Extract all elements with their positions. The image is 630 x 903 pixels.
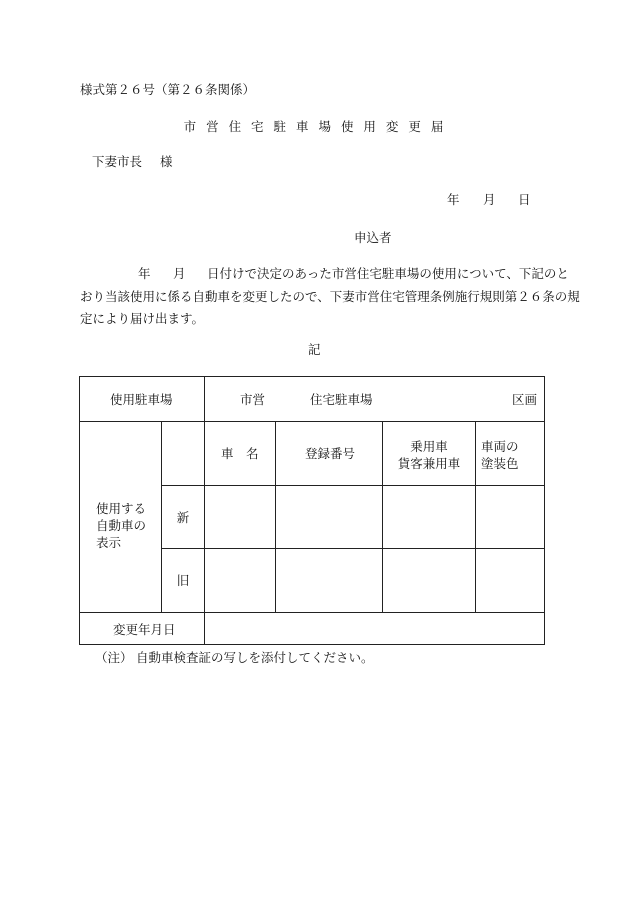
vehicle-label: 使用する 自動車の 表示	[96, 501, 147, 550]
parking-label: 使用駐車場	[110, 392, 173, 407]
body-line-3: 定により届け出ます。	[80, 311, 205, 326]
col-registration: 登録番号	[305, 446, 356, 461]
body-month: 月	[173, 266, 186, 281]
row-old-label: 旧	[176, 573, 190, 588]
change-date-label: 変更年月日	[113, 622, 176, 637]
body-text-1: 日付けで決定のあった市営住宅駐車場の使用について、下記のと	[207, 266, 569, 281]
municipal-label: 市営	[240, 392, 266, 407]
date-day: 日	[518, 192, 531, 207]
page-title: 市 営 住 宅 駐 車 場 使 用 変 更 届	[183, 119, 447, 134]
row-new-label: 新	[176, 510, 190, 525]
table-border	[80, 377, 545, 645]
body-year: 年	[138, 266, 151, 281]
applicant-label: 申込者	[354, 230, 392, 245]
date-month: 月	[483, 192, 496, 207]
note-label: （注）	[95, 650, 133, 665]
col-vehicle-type: 乗用車 貨客兼用車	[397, 439, 461, 471]
addressee: 下妻市長	[92, 154, 143, 169]
body-line-2: おり当該使用に係る自動車を変更したので、下妻市営住宅管理条例施行規則第２６条の規	[80, 289, 580, 304]
record-mark: 記	[308, 342, 321, 357]
addressee-honorific: 様	[160, 154, 173, 169]
date-year: 年	[447, 192, 460, 207]
housing-parking-label: 住宅駐車場	[310, 392, 373, 407]
form-number: 様式第２６号（第２６条関係）	[80, 82, 256, 97]
note-text: 自動車検査証の写しを添付してください。	[136, 650, 374, 665]
col-car-name: 車 名	[221, 446, 259, 461]
col-paint-color: 車両の 塗装色	[481, 439, 519, 471]
section-label: 区画	[512, 392, 538, 407]
